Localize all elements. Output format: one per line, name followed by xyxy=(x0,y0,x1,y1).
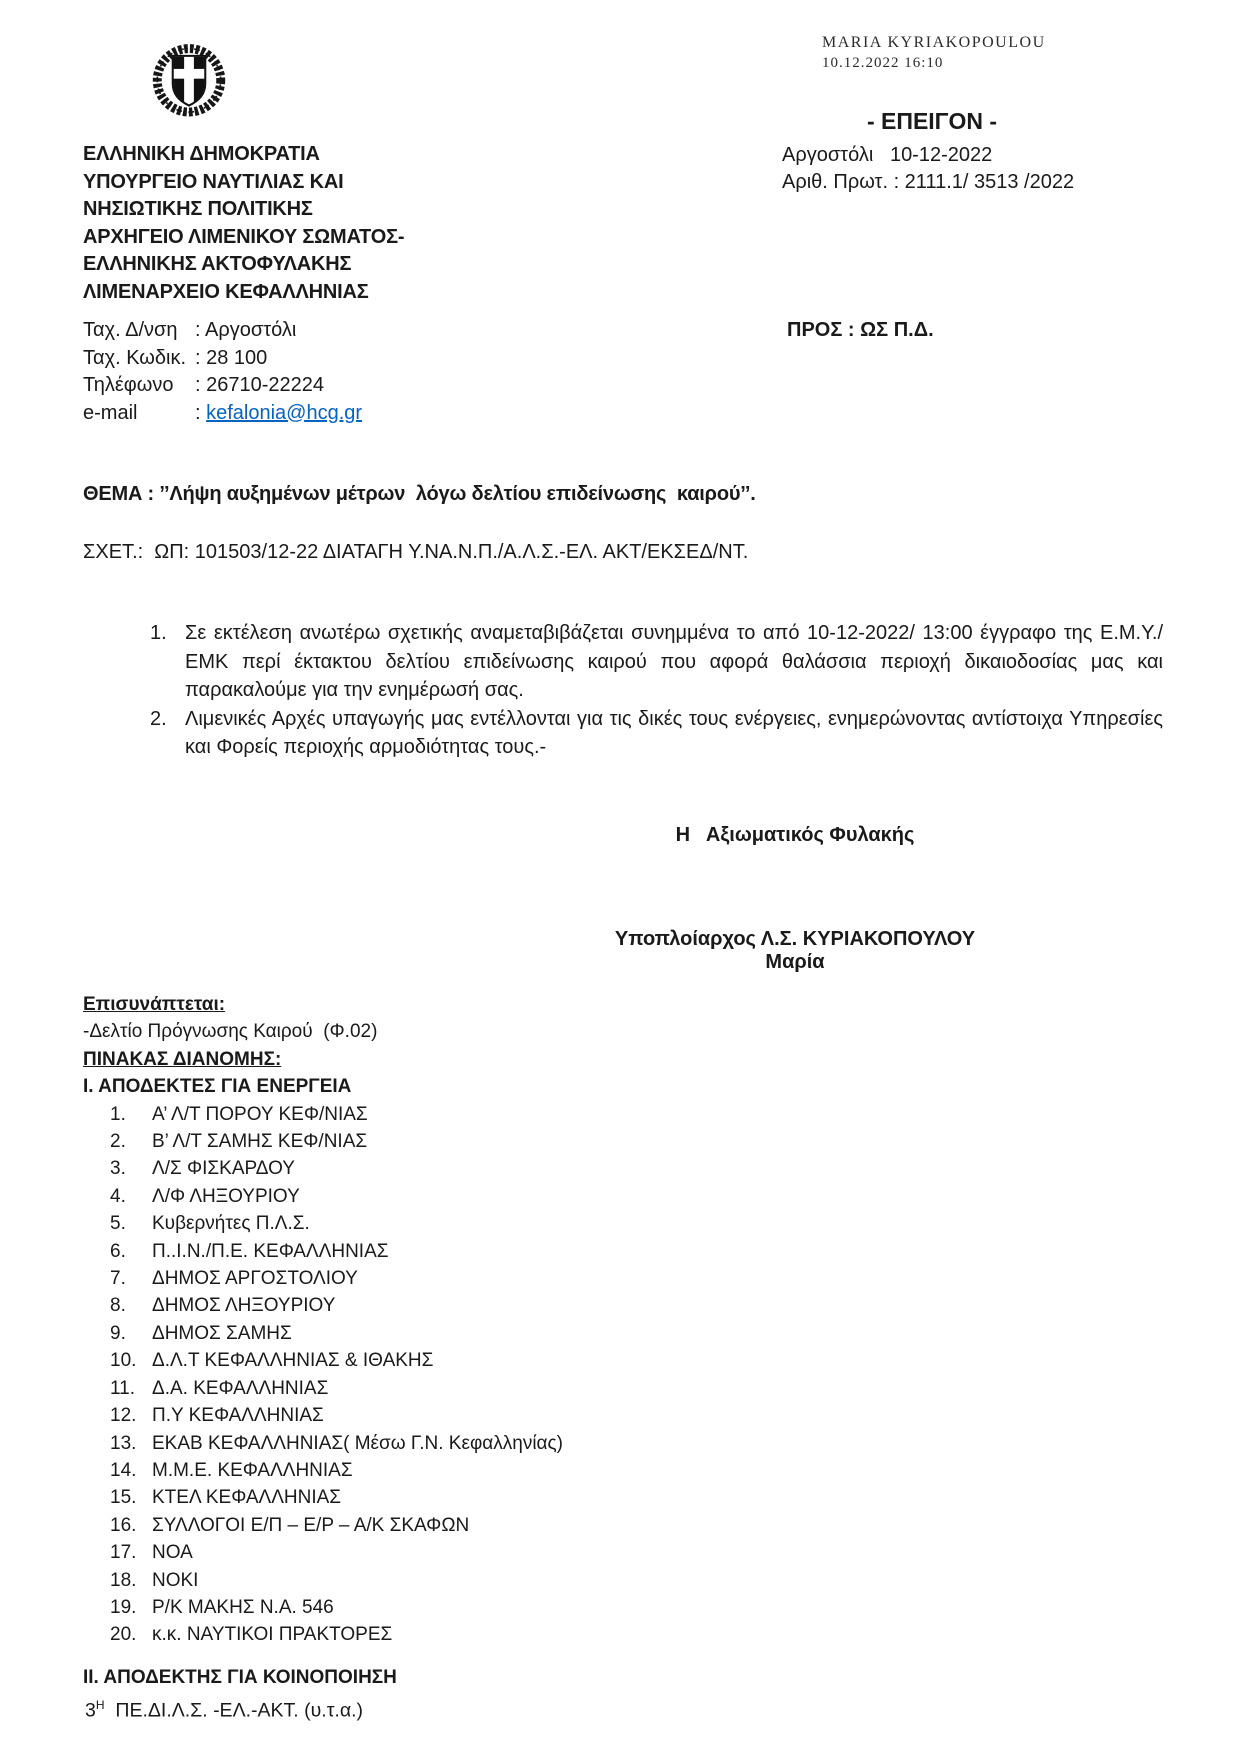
contact-label: Ταχ. Κωδικ. xyxy=(83,346,187,369)
distribution-list xyxy=(83,1101,563,1649)
footer-number: 3 xyxy=(85,1699,96,1722)
subject-line: ΘΕΜΑ : ’’Λήψη αυξημένων μέτρων λόγω δελτίου επιδείνωσης καιρού’’. xyxy=(83,483,756,505)
distribution-item-number: 3. xyxy=(110,1158,126,1180)
distribution-item-text: Ρ/Κ ΜΑΚΗΣ Ν.Α. 546 xyxy=(152,1596,334,1618)
distribution-item xyxy=(83,1375,563,1402)
distribution-item xyxy=(83,1292,563,1319)
organization-block xyxy=(83,141,404,306)
paragraph-number: 2. xyxy=(150,707,167,730)
distribution-item xyxy=(83,1567,563,1594)
contact-label: e-mail xyxy=(83,401,138,424)
contact-row xyxy=(83,317,362,345)
distribution-item xyxy=(83,1430,563,1457)
paragraph-text: Σε εκτέλεση ανωτέρω σχετικής αναμεταβιβάζεται συνημμένα το από 10-12-2022/ 13:00 έγγραφο της Ε.Μ.Υ./ΕΜΚ περί έκτακτου δελτίου επιδείνωσης καιρού που αφορά θαλάσσια περιοχή δικαιοδοσίας μας και παρακαλούμε για την ενημέρωσή σας. xyxy=(185,622,1163,701)
footer-superscript: Η xyxy=(95,1698,105,1712)
org-line: ΕΛΛΗΝΙΚΗΣ ΑΚΤΟΦΥΛΑΚΗΣ xyxy=(83,253,352,275)
distribution-item xyxy=(83,1402,563,1429)
distribution-item-text: ΝΟΚΙ xyxy=(152,1569,199,1591)
signer-name: MARIA KYRIAKOPOULOU xyxy=(822,34,1046,51)
contact-value: : 28 100 xyxy=(195,346,268,369)
attachments-heading: Επισυνάπτεται: xyxy=(83,994,226,1015)
distribution-item-number: 16. xyxy=(110,1514,137,1536)
distribution-item-text: ΔΗΜΟΣ ΛΗΞΟΥΡΙΟΥ xyxy=(152,1295,336,1317)
distribution-heading: ΠΙΝΑΚΑΣ ΔΙΑΝΟΜΗΣ: xyxy=(83,1048,282,1070)
distribution-item-number: 15. xyxy=(110,1487,137,1509)
distribution-item-text: ΔΗΜΟΣ ΑΡΓΟΣΤΟΛΙΟΥ xyxy=(152,1268,358,1290)
distribution-item-text: ΝΟΑ xyxy=(152,1542,193,1564)
distribution-item-number: 11. xyxy=(110,1377,136,1399)
org-line: ΕΛΛΗΝΙΚΗ ΔΗΜΟΚΡΑΤΙΑ xyxy=(83,143,320,165)
distribution-item-text: Κυβερνήτες Π.Λ.Σ. xyxy=(152,1213,310,1235)
distribution-item xyxy=(83,1101,563,1128)
urgency-label: - ΕΠΕΙΓΟΝ - xyxy=(866,108,998,134)
greek-coat-of-arms-icon xyxy=(148,38,230,134)
distribution-item xyxy=(83,1484,563,1511)
distribution-item-text: ΣΥΛΛΟΓΟΙ Ε/Π – Ε/Ρ – Α/Κ ΣΚΑΦΩΝ xyxy=(152,1514,470,1536)
distribution-item-number: 19. xyxy=(110,1596,137,1618)
signature-name: Υποπλοίαρχος Λ.Σ. ΚΥΡΙΑΚΟΠΟΥΛΟΥ Μαρία xyxy=(614,928,976,973)
contact-row xyxy=(83,345,362,373)
body-paragraph-list xyxy=(150,619,1163,762)
contact-row-email xyxy=(83,400,362,428)
attachments-distribution-block xyxy=(83,991,563,1691)
contact-row xyxy=(83,372,362,400)
distribution-item xyxy=(83,1238,563,1265)
distribution-item-number: 13. xyxy=(110,1432,137,1454)
distribution-item xyxy=(83,1347,563,1374)
place-date-line: Αργοστόλι 10-12-2022 xyxy=(782,144,993,166)
protocol-number-line: Αριθ. Πρωτ. : 2111.1/ 3513 /2022 xyxy=(782,171,1075,193)
distribution-item-number: 2. xyxy=(110,1131,126,1153)
distribution-item-number: 17. xyxy=(110,1542,137,1564)
org-line: ΛΙΜΕΝΑΡΧΕΙΟ ΚΕΦΑΛΛΗΝΙΑΣ xyxy=(83,280,369,303)
signature-title: Η Αξιωματικός Φυλακής xyxy=(675,824,915,846)
signature-datetime: 10.12.2022 16:10 xyxy=(822,55,944,71)
contact-value: : 26710-22224 xyxy=(195,374,325,396)
recipient-line: ΠΡΟΣ : ΩΣ Π.Δ. xyxy=(787,319,934,341)
distribution-item-text: Δ.Α. ΚΕΦΑΛΛΗΝΙΑΣ xyxy=(152,1377,329,1399)
distribution-item-text: Π..Ι.Ν./Π.Ε. ΚΕΦΑΛΛΗΝΙΑΣ xyxy=(152,1240,389,1262)
distribution-item xyxy=(83,1155,563,1182)
distribution-item-text: Α’ Λ/Τ ΠΟΡΟΥ ΚΕΦ/ΝΙΑΣ xyxy=(152,1103,368,1125)
distribution-item-text: Λ/Φ ΛΗΞΟΥΡΙΟΥ xyxy=(152,1185,300,1207)
email-link[interactable]: kefalonia@hcg.gr xyxy=(206,401,363,424)
distribution-item-number: 1. xyxy=(110,1103,126,1125)
distribution-item-number: 4. xyxy=(110,1185,126,1207)
distribution-item-text: κ.κ. ΝΑΥΤΙΚΟΙ ΠΡΑΚΤΟΡΕΣ xyxy=(152,1624,393,1646)
distribution-item-number: 8. xyxy=(110,1295,126,1317)
distribution-item xyxy=(83,1594,563,1621)
distribution-item-number: 6. xyxy=(110,1240,126,1262)
body-paragraph xyxy=(150,705,1163,762)
contact-label: Ταχ. Δ/νση xyxy=(83,319,178,341)
paragraph-number: 1. xyxy=(150,622,167,644)
distribution-item-text: Λ/Σ ΦΙΣΚΑΡΔΟΥ xyxy=(152,1158,295,1180)
distribution-item-text: Δ.Λ.Τ ΚΕΦΑΛΛΗΝΙΑΣ & ΙΘΑΚΗΣ xyxy=(152,1350,434,1372)
urgency-block xyxy=(782,108,1082,196)
distribution-item-text: ΕΚΑΒ ΚΕΦΑΛΛΗΝΙΑΣ( Μέσω Γ.Ν. Κεφαλληνίας) xyxy=(152,1432,564,1454)
distribution-item-number: 18. xyxy=(110,1569,137,1591)
distribution-item xyxy=(83,1128,563,1155)
body-paragraph xyxy=(150,619,1163,705)
digital-signature-stamp xyxy=(822,34,1046,72)
distribution-item xyxy=(83,1320,563,1347)
reference-line: ΣΧΕΤ.: ΩΠ: 101503/12-22 ΔΙΑΤΑΓΗ Υ.ΝΑ.Ν.Π./Α.Λ.Σ.-ΕΛ. ΑΚΤ/ΕΚΣΕΔ/ΝΤ. xyxy=(83,541,749,563)
distribution-item-number: 10. xyxy=(110,1350,137,1372)
footer-text: ΠΕ.ΔΙ.Λ.Σ. -ΕΛ.-ΑΚΤ. (υ.τ.α.) xyxy=(104,1699,364,1722)
footer-note xyxy=(85,1698,363,1723)
distribution-section-2: ΙΙ. ΑΠΟΔΕΚΤΗΣ ΓΙΑ ΚΟΙΝΟΠΟΙΗΣΗ xyxy=(83,1666,397,1688)
distribution-item-number: 12. xyxy=(110,1405,137,1427)
contact-value: : Αργοστόλι xyxy=(195,319,297,341)
distribution-item xyxy=(83,1539,563,1566)
distribution-item-number: 5. xyxy=(110,1213,126,1235)
contact-block xyxy=(83,317,362,427)
distribution-item-number: 14. xyxy=(110,1459,137,1481)
distribution-item-text: Π.Υ ΚΕΦΑΛΛΗΝΙΑΣ xyxy=(152,1405,324,1427)
distribution-section-1: Ι. ΑΠΟΔΕΚΤΕΣ ΓΙΑ ΕΝΕΡΓΕΙΑ xyxy=(83,1076,352,1098)
org-line: ΥΠΟΥΡΓΕΙΟ ΝΑΥΤΙΛΙΑΣ ΚΑΙ xyxy=(83,170,344,193)
distribution-item-text: Β’ Λ/Τ ΣΑΜΗΣ ΚΕΦ/ΝΙΑΣ xyxy=(152,1131,368,1153)
contact-separator: : xyxy=(195,401,207,424)
org-line: ΝΗΣΙΩΤΙΚΗΣ ΠΟΛΙΤΙΚΗΣ xyxy=(83,198,313,220)
distribution-item-text: ΔΗΜΟΣ ΣΑΜΗΣ xyxy=(152,1322,292,1344)
distribution-item xyxy=(83,1621,563,1648)
paragraph-text: Λιμενικές Αρχές υπαγωγής μας εντέλλονται για τις δικές τους ενέργειες, ενημερώνοντας αντίστοιχα Υπηρεσίες και Φορείς περιοχής αρμοδιότητας τους.- xyxy=(185,707,1163,758)
distribution-item-number: 7. xyxy=(110,1268,126,1290)
contact-label: Τηλέφωνο xyxy=(83,374,174,396)
distribution-item-text: Μ.Μ.Ε. ΚΕΦΑΛΛΗΝΙΑΣ xyxy=(152,1459,353,1481)
distribution-item-text: ΚΤΕΛ ΚΕΦΑΛΛΗΝΙΑΣ xyxy=(152,1487,342,1509)
distribution-item-number: 20. xyxy=(110,1624,137,1646)
signature-block xyxy=(595,824,995,974)
distribution-item xyxy=(83,1265,563,1292)
distribution-item-number: 9. xyxy=(110,1322,126,1344)
distribution-item xyxy=(83,1210,563,1237)
distribution-item xyxy=(83,1457,563,1484)
org-line: ΑΡΧΗΓΕΙΟ ΛΙΜΕΝΙΚΟΥ ΣΩΜΑΤΟΣ- xyxy=(83,225,405,248)
attachments-item: -Δελτίο Πρόγνωσης Καιρού (Φ.02) xyxy=(83,1021,378,1043)
distribution-item xyxy=(83,1183,563,1210)
distribution-item xyxy=(83,1512,563,1539)
